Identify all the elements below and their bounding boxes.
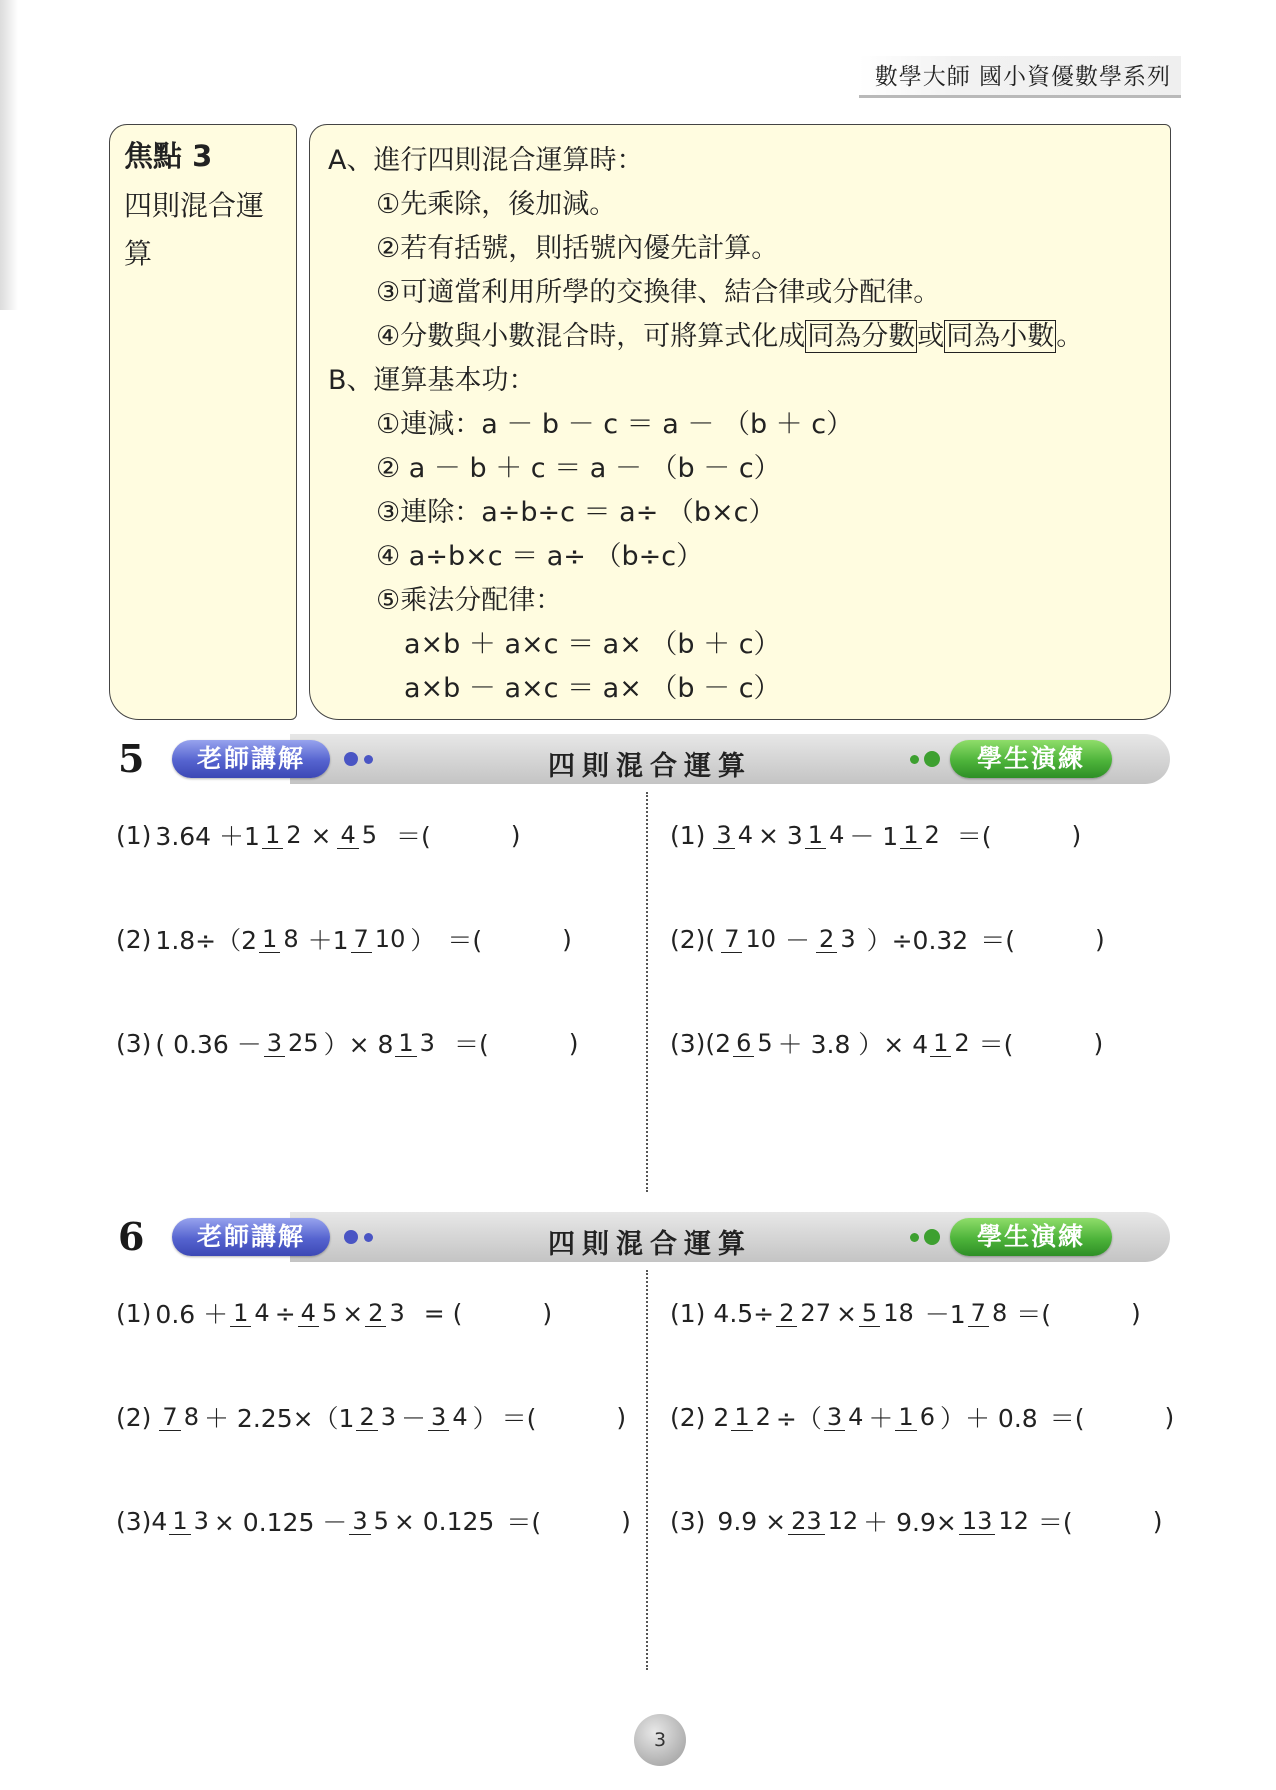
term: －1 <box>924 1300 966 1329</box>
term: 9.9 × <box>717 1506 787 1536</box>
numerator: 1 <box>895 1404 916 1431</box>
denominator: 4 <box>452 1402 468 1431</box>
fraction <box>824 1404 867 1431</box>
rule-a4-or: 或 <box>917 321 945 352</box>
focus-subtitle: 四則混合運算 <box>124 189 265 270</box>
equals: ＝( <box>978 1030 1014 1059</box>
numerator: 4 <box>298 1300 319 1327</box>
numerator: 1 <box>395 1030 416 1057</box>
rule-a4-text: ④分數與小數混合時，可將算式化成 <box>376 321 806 352</box>
series-header: 數學大師 國小資優數學系列 <box>859 56 1181 98</box>
highlight-same-fraction: 同為分數 <box>807 321 916 352</box>
label: (2) <box>670 924 706 954</box>
fraction <box>713 822 756 849</box>
equals: ＝( <box>1037 1508 1073 1537</box>
denominator: 8 <box>991 1298 1008 1327</box>
numerator: 7 <box>968 1300 989 1327</box>
denominator: 5 <box>757 1028 773 1057</box>
problem-6-teacher-1 <box>116 1278 552 1348</box>
denominator: 12 <box>827 1506 859 1535</box>
rule-b5-add: a×b ＋ a×c ＝ a× （b ＋ c） <box>404 629 781 660</box>
teacher-explain-pill: 老師講解 <box>172 1218 330 1256</box>
fraction <box>959 1508 1032 1535</box>
label: (2) <box>116 1402 152 1432</box>
denominator: 10 <box>374 924 406 953</box>
numerator: 3 <box>349 1508 370 1535</box>
problem-5-student-3 <box>670 1008 1103 1078</box>
fraction <box>356 1404 399 1431</box>
label: (2) <box>116 924 152 954</box>
fraction <box>298 1300 341 1327</box>
numerator: 2 <box>365 1300 386 1327</box>
label: (3) <box>670 1028 706 1058</box>
equals: ＝( <box>1016 1300 1051 1329</box>
term: ÷（ <box>775 1404 822 1433</box>
label: (1) <box>670 820 706 850</box>
fraction <box>264 1030 322 1057</box>
term: ＋ 3.8 ）× 4 <box>777 1030 929 1059</box>
numerator: 3 <box>264 1030 285 1057</box>
denominator: 18 <box>883 1298 914 1327</box>
denominator: 2 <box>755 1402 771 1431</box>
green-dot-icon <box>924 751 940 767</box>
denominator: 4 <box>829 820 845 849</box>
numerator: 1 <box>805 822 826 849</box>
fraction <box>169 1508 212 1535</box>
label: (2) <box>670 1402 706 1432</box>
rule-b3: ③連除：a÷b÷c ＝ a÷ （b×c） <box>376 497 776 528</box>
equals: ＝( <box>453 1030 489 1059</box>
operator: － <box>785 926 811 955</box>
answer-close: ) <box>1164 1402 1175 1432</box>
answer-close: ) <box>542 1298 553 1328</box>
answer-close: ) <box>568 1028 579 1058</box>
fraction <box>776 1300 834 1327</box>
operator: ÷ <box>274 1298 296 1328</box>
term: 4.5÷ <box>713 1298 775 1328</box>
fraction <box>428 1404 471 1431</box>
equals: ＝( <box>980 926 1015 955</box>
operator: ＋ <box>868 1404 894 1433</box>
numerator: 1 <box>930 1030 951 1057</box>
term: ( 0.36 － <box>155 1030 262 1059</box>
blue-dot-icon <box>344 752 358 766</box>
fraction <box>230 1300 273 1327</box>
focus-title: 焦點 3 <box>124 139 213 173</box>
problem-5-student-1 <box>670 800 1081 870</box>
numerator: 5 <box>859 1300 880 1327</box>
page-number: 3 <box>634 1714 686 1766</box>
numerator: 3 <box>824 1404 845 1431</box>
term: ）× 8 <box>323 1030 394 1059</box>
paren: ） <box>472 1404 498 1433</box>
numerator: 1 <box>262 822 283 849</box>
blue-dot-icon <box>344 1230 358 1244</box>
numerator: 2 <box>776 1300 797 1327</box>
answer-close: ) <box>616 1402 627 1432</box>
denominator: 2 <box>954 1028 970 1057</box>
fraction <box>351 926 409 953</box>
problem-5-teacher-3 <box>116 1008 578 1078</box>
label: (3) <box>670 1506 706 1536</box>
label: (3) <box>116 1028 152 1058</box>
denominator: 3 <box>193 1506 209 1535</box>
operator: × <box>835 1298 857 1328</box>
denominator: 4 <box>737 820 753 849</box>
section-5-title: 四則混合運算 <box>548 751 752 782</box>
fraction <box>816 926 859 953</box>
denominator: 3 <box>840 924 856 953</box>
denominator: 5 <box>321 1298 338 1327</box>
term: (2 <box>705 1028 732 1058</box>
problem-6-student-2 <box>670 1382 1174 1452</box>
fraction <box>349 1508 392 1535</box>
equals: = ( <box>423 1298 463 1328</box>
student-practice-pill: 學生演練 <box>950 740 1112 778</box>
answer-close: ) <box>1094 924 1105 954</box>
column-divider <box>646 1270 648 1670</box>
answer-close: ) <box>510 820 521 850</box>
student-practice-pill: 學生演練 <box>950 1218 1112 1256</box>
denominator: 2 <box>286 820 302 849</box>
rule-b-heading: B、運算基本功： <box>328 365 536 396</box>
fraction <box>337 822 380 849</box>
green-dot-small-icon <box>910 755 919 764</box>
fraction <box>721 926 779 953</box>
green-dot-small-icon <box>910 1233 919 1242</box>
term: × 0.125 － <box>213 1508 348 1537</box>
equals: ＝( <box>956 822 992 851</box>
numerator: 2 <box>356 1404 377 1431</box>
denominator: 3 <box>380 1402 397 1431</box>
answer-close: ) <box>562 924 572 954</box>
denominator: 8 <box>183 1402 199 1431</box>
paren: ( <box>705 924 716 954</box>
blue-dot-small-icon <box>364 755 373 764</box>
numerator: 7 <box>721 926 742 953</box>
term: ）÷0.32 <box>866 926 969 955</box>
denominator: 5 <box>373 1506 389 1535</box>
equals: ＝( <box>506 1508 542 1537</box>
numerator: 7 <box>351 926 372 953</box>
operator: － <box>401 1404 427 1433</box>
term: 2 <box>713 1402 730 1432</box>
numerator: 6 <box>733 1030 754 1057</box>
problem-6-student-1 <box>670 1278 1141 1348</box>
fraction <box>731 1404 774 1431</box>
rule-a2: ②若有括號，則括號內優先計算。 <box>376 233 779 264</box>
denominator: 2 <box>924 820 940 849</box>
denominator: 4 <box>848 1402 864 1431</box>
equals: ＝( <box>396 822 431 851</box>
denominator: 4 <box>254 1298 270 1327</box>
term: × 3 <box>757 820 803 850</box>
term: ＋ 9.9× <box>863 1508 957 1537</box>
denominator: 12 <box>998 1506 1029 1535</box>
numerator: 2 <box>816 926 837 953</box>
left-edge-strip <box>0 0 18 310</box>
fraction <box>900 822 943 849</box>
green-dot-icon <box>924 1229 940 1245</box>
numerator: 13 <box>959 1508 996 1535</box>
numerator: 1 <box>169 1508 190 1535</box>
label: (1) <box>670 1298 706 1328</box>
operator: × <box>342 1298 364 1328</box>
fraction <box>159 1404 202 1431</box>
label: (3) <box>116 1506 152 1536</box>
fraction <box>805 822 848 849</box>
numerator: 23 <box>788 1508 825 1535</box>
label: (1) <box>116 1298 152 1328</box>
problem-5-student-2 <box>670 904 1105 974</box>
term: 1.8÷（2 <box>155 926 258 955</box>
rule-a-heading: A、進行四則混合運算時： <box>328 145 644 176</box>
term: 4 <box>151 1506 168 1536</box>
rule-a4 <box>376 314 1083 353</box>
numerator: 7 <box>159 1404 180 1431</box>
answer-close: ) <box>1093 1028 1104 1058</box>
term: 0.6 ＋ <box>155 1300 229 1329</box>
rule-a1: ①先乘除，後加減。 <box>376 189 617 220</box>
problem-5-teacher-2 <box>116 904 572 974</box>
fraction <box>895 1404 938 1431</box>
term: 3.64 ＋1 <box>155 822 260 851</box>
rule-b4: ④ a÷b×c ＝ a÷ （b÷c） <box>376 541 704 572</box>
rule-b5-sub: a×b － a×c ＝ a× （b － c） <box>404 673 781 704</box>
equals: ＝( <box>501 1404 537 1433</box>
term: ＋1 <box>307 926 349 955</box>
denominator: 6 <box>919 1402 935 1431</box>
numerator: 1 <box>259 926 280 953</box>
highlight-same-decimal: 同為小數 <box>946 321 1055 352</box>
rule-b5: ⑤乘法分配律： <box>376 585 563 616</box>
numerator: 4 <box>337 822 358 849</box>
numerator: 1 <box>230 1300 251 1327</box>
term: × 0.125 <box>393 1506 495 1536</box>
teacher-explain-pill: 老師講解 <box>172 740 330 778</box>
numerator: 1 <box>900 822 921 849</box>
numerator: 1 <box>731 1404 752 1431</box>
section-5-number: 5 <box>118 736 145 781</box>
rule-a3: ③可適當利用所學的交換律、結合律或分配律。 <box>376 277 941 308</box>
blue-dot-small-icon <box>364 1233 373 1242</box>
denominator: 25 <box>288 1028 319 1057</box>
rule-a4-end: 。 <box>1056 321 1084 352</box>
problem-6-teacher-2 <box>116 1382 626 1452</box>
term: ）＋ 0.8 <box>939 1404 1038 1433</box>
fraction <box>859 1300 917 1327</box>
equals: ＝( <box>447 926 483 955</box>
fraction <box>365 1300 408 1327</box>
term: － 1 <box>849 822 899 851</box>
numerator: 3 <box>428 1404 449 1431</box>
answer-close: ) <box>1152 1506 1163 1536</box>
denominator: 3 <box>419 1028 435 1057</box>
problem-6-student-3 <box>670 1486 1162 1556</box>
answer-close: ) <box>1130 1298 1141 1328</box>
fraction <box>788 1508 861 1535</box>
fraction <box>968 1300 1011 1327</box>
operator: × <box>310 820 332 850</box>
problem-5-teacher-1 <box>116 800 521 870</box>
term: ＋ 2.25×（1 <box>203 1404 355 1433</box>
denominator: 10 <box>745 924 777 953</box>
denominator: 27 <box>800 1298 831 1327</box>
denominator: 5 <box>361 820 378 849</box>
fraction <box>733 1030 776 1057</box>
column-divider <box>646 792 648 1192</box>
fraction <box>262 822 305 849</box>
numerator: 3 <box>713 822 734 849</box>
label: (1) <box>116 820 152 850</box>
fraction <box>259 926 302 953</box>
fraction <box>930 1030 973 1057</box>
rule-b1: ①連減：a － b － c ＝ a － （b ＋ c） <box>376 409 854 440</box>
section-6-title: 四則混合運算 <box>548 1229 752 1260</box>
denominator: 3 <box>389 1298 405 1327</box>
fraction <box>395 1030 438 1057</box>
section-6-number: 6 <box>118 1214 145 1259</box>
answer-close: ) <box>1071 820 1082 850</box>
rule-b2: ② a － b ＋ c ＝ a － （b － c） <box>376 453 781 484</box>
paren: ） <box>410 926 436 955</box>
answer-close: ) <box>621 1506 631 1536</box>
equals: ＝( <box>1049 1404 1085 1433</box>
problem-6-teacher-3 <box>116 1486 631 1556</box>
denominator: 8 <box>283 924 299 953</box>
